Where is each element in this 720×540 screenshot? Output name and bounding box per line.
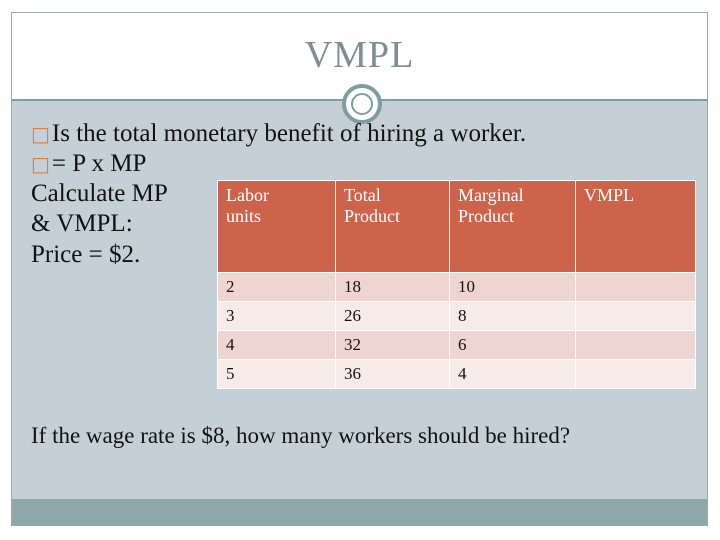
- bullet-line-1: [31, 120, 526, 148]
- table-row: [218, 360, 696, 389]
- table-cell: 4: [218, 331, 336, 360]
- table-cell: [576, 273, 696, 302]
- table-cell: 18: [336, 273, 450, 302]
- header-total-product: Total Product: [336, 181, 450, 273]
- table-header-row: [218, 181, 696, 273]
- table-cell: 2: [218, 273, 336, 302]
- table-cell: 6: [450, 331, 576, 360]
- table-cell: [576, 331, 696, 360]
- instruction-line: Calculate MP: [31, 180, 168, 207]
- bullet-text: = P x MP: [51, 150, 147, 177]
- footer-band: [12, 499, 707, 525]
- mp-table: [217, 180, 696, 389]
- table-cell: 36: [336, 360, 450, 389]
- table-row: [218, 273, 696, 302]
- table-row: [218, 302, 696, 331]
- table-cell: 3: [218, 302, 336, 331]
- table-cell: 10: [450, 273, 576, 302]
- table-row: [218, 331, 696, 360]
- decorative-circle-icon: [342, 84, 382, 124]
- question-text: If the wage rate is $8, how many workers should be hired?: [31, 423, 571, 448]
- header-labor-units: Labor units: [218, 181, 336, 273]
- slide-title: VMPL: [304, 34, 415, 76]
- table-cell: [576, 360, 696, 389]
- inner-circle: [351, 93, 373, 115]
- table-cell: [576, 302, 696, 331]
- instruction-line: & VMPL:: [31, 210, 133, 237]
- square-bullet-icon: □: [31, 152, 50, 176]
- table-cell: 4: [450, 360, 576, 389]
- bullet-line-2: [31, 150, 146, 178]
- table-cell: 8: [450, 302, 576, 331]
- header-vmpl: VMPL: [576, 181, 696, 273]
- instruction-line: Price = $2.: [31, 241, 141, 268]
- bullet-text: Is the total monetary benefit of hiring a worker.: [51, 120, 527, 147]
- table-cell: 32: [336, 331, 450, 360]
- header-marginal-product: Marginal Product: [450, 181, 576, 273]
- square-bullet-icon: □: [31, 122, 50, 146]
- table-cell: 26: [336, 302, 450, 331]
- table-cell: 5: [218, 360, 336, 389]
